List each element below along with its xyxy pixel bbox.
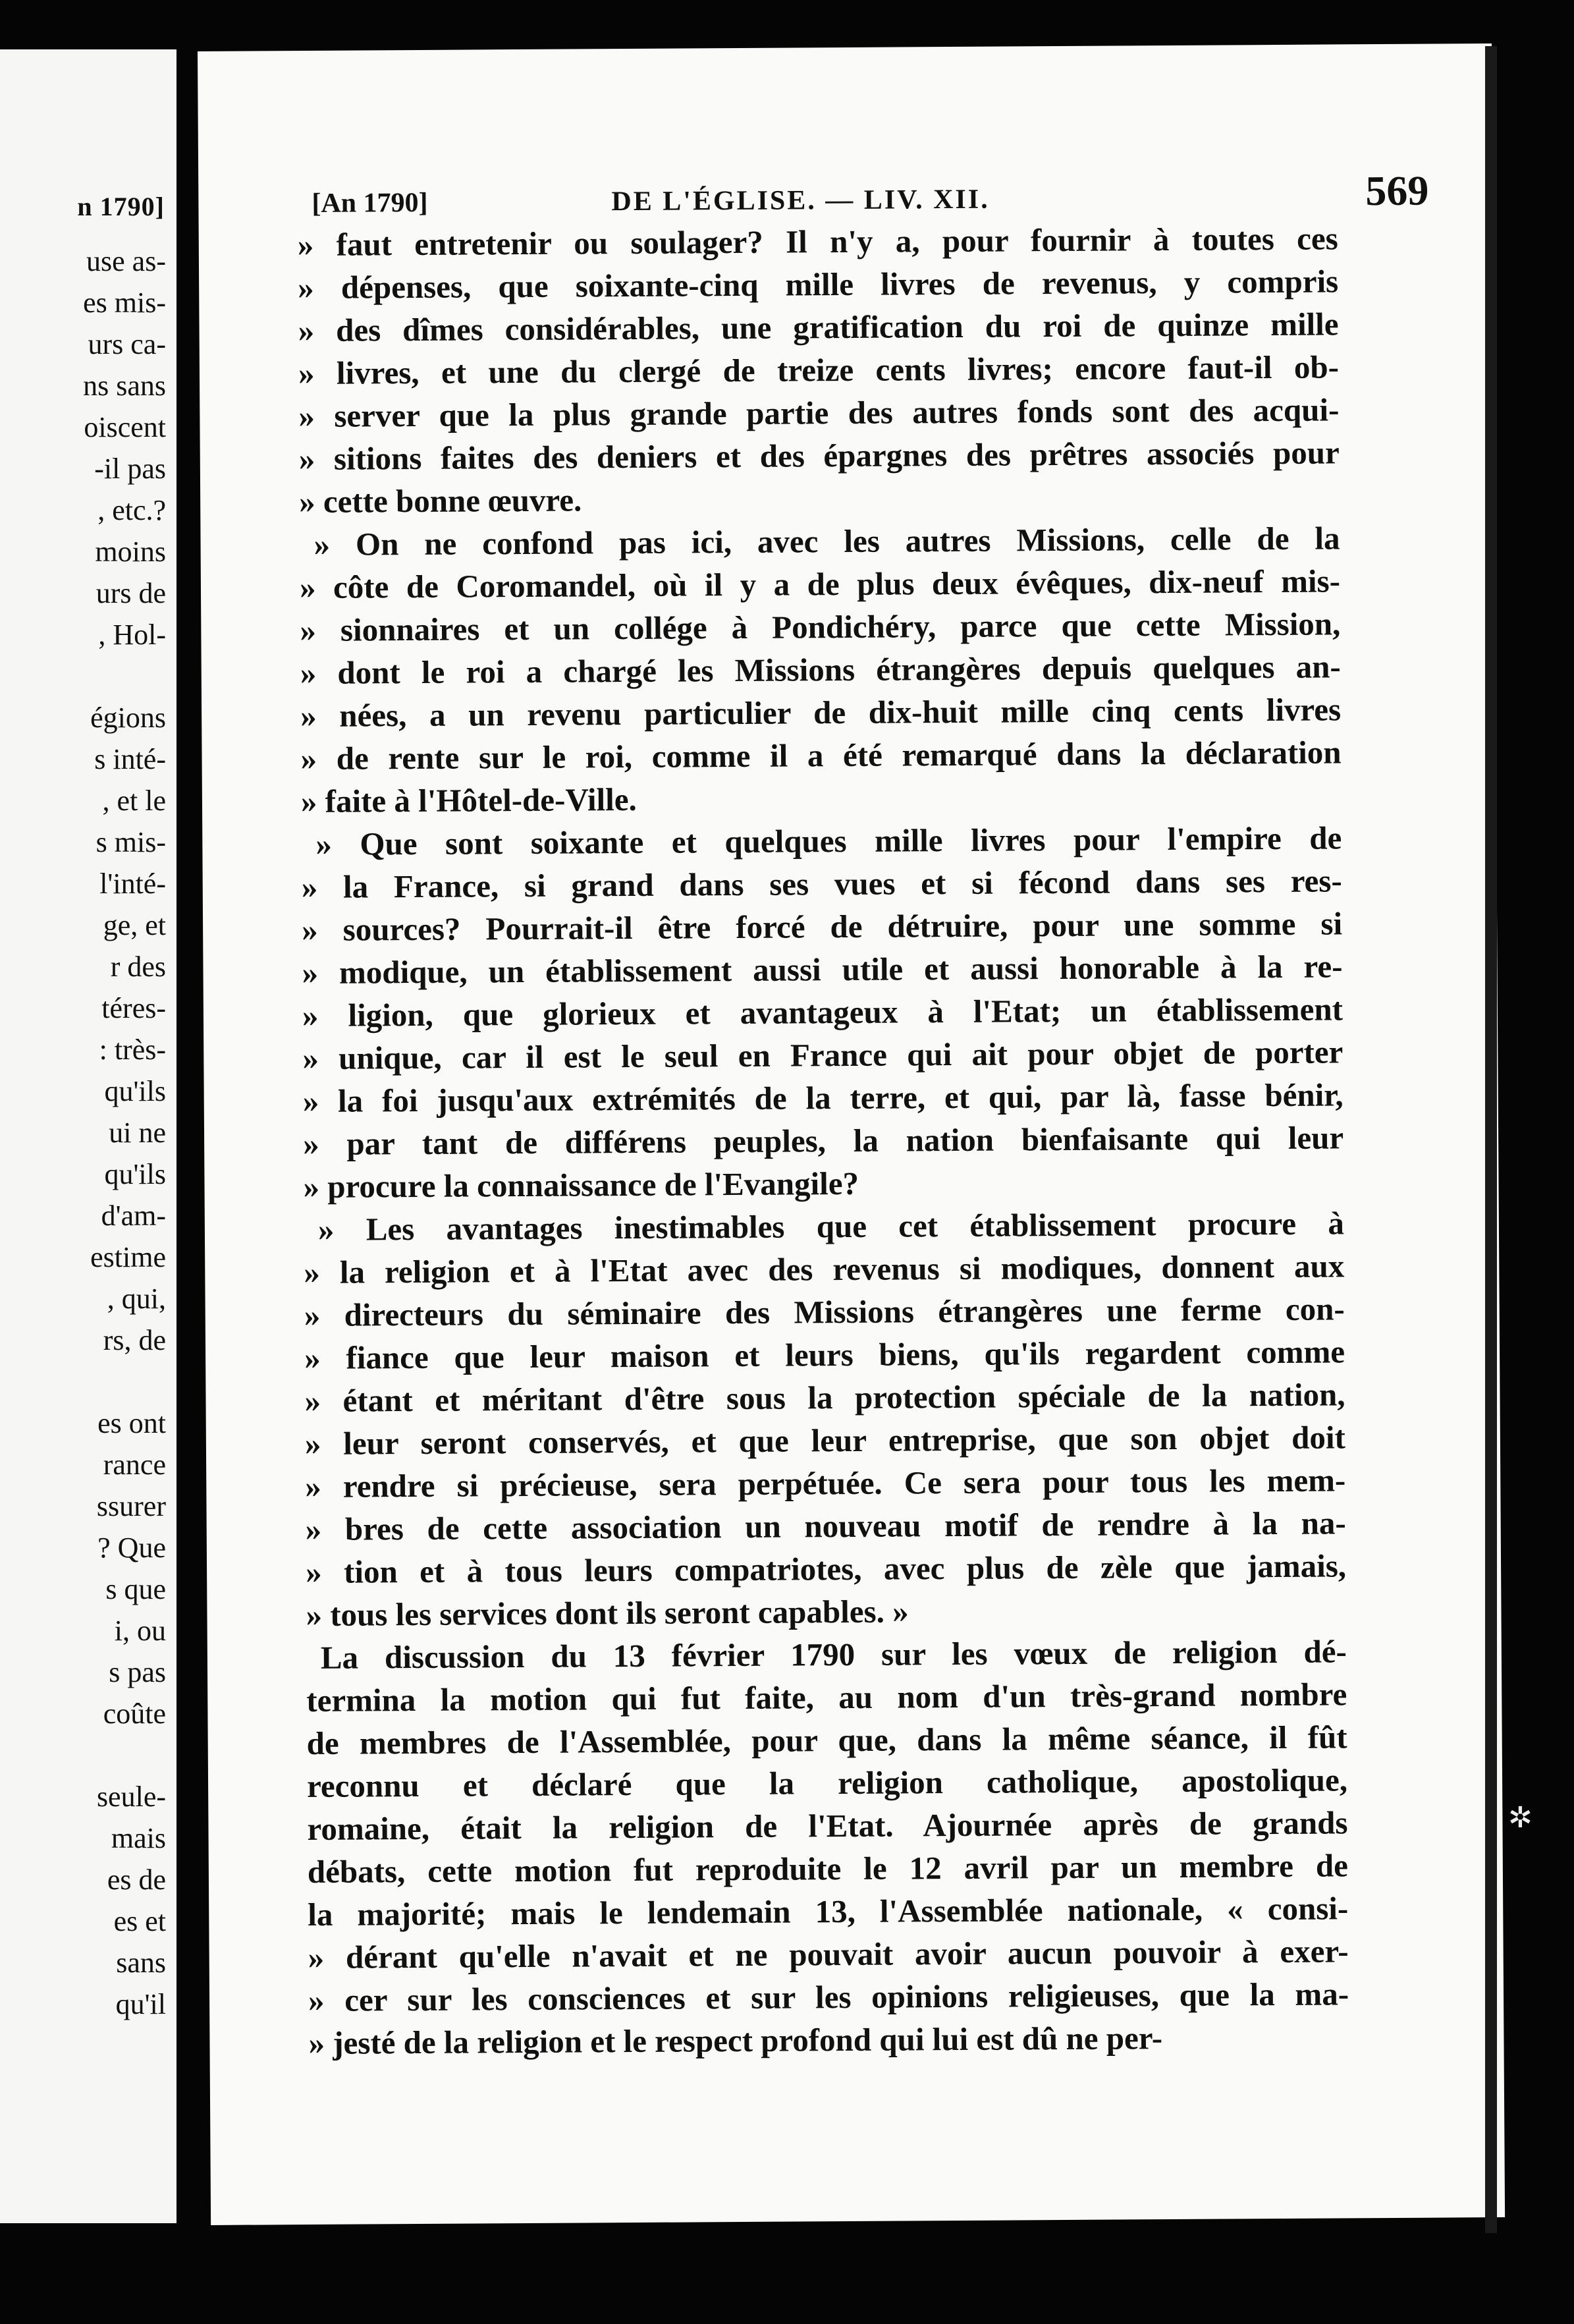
current-page xyxy=(198,43,1505,2225)
previous-page-line: , Hol- xyxy=(98,619,166,651)
text-line: » bres de cette association un nouveau motif de rendre à la na- xyxy=(305,1505,1346,1548)
text-line: » faite à l'Hôtel-de-Ville. xyxy=(300,781,637,820)
text-line: » jesté de la religion et le respect profond qui lui est dû ne per- xyxy=(308,2020,1163,2062)
previous-page-line xyxy=(1,1734,166,1776)
previous-page-line: use as- xyxy=(86,245,166,277)
previous-page-line: r des xyxy=(110,951,166,983)
text-line: » des dîmes considérables, une gratification du roi de quinze mille xyxy=(298,306,1339,349)
running-head-title: DE L'ÉGLISE. — LIV. XII. xyxy=(611,184,990,217)
text-line: » On ne confond pas ici, avec les autres Missions, celle de la xyxy=(313,520,1340,563)
previous-page-line: s mis- xyxy=(95,826,166,858)
previous-page-line: sans xyxy=(116,1947,166,1979)
text-line: » dont le roi a chargé les Missions étrangères depuis quelques an- xyxy=(300,648,1341,692)
text-line: romaine, était la religion de l'Etat. Ajournée après de grands xyxy=(307,1804,1348,1848)
previous-page-fragment xyxy=(0,49,176,2223)
previous-page-line: es de xyxy=(107,1864,166,1896)
previous-page-line: égions xyxy=(90,702,166,734)
text-line: » de rente sur le roi, comme il a été remarqué dans la déclaration xyxy=(300,734,1342,777)
previous-page-line: qu'ils xyxy=(104,1158,166,1190)
text-line: reconnu et déclaré que la religion catholique, apostolique, xyxy=(306,1761,1348,1805)
text-line: » procure la connaissance de l'Evangile? xyxy=(303,1165,859,1205)
previous-page-line: l'inté- xyxy=(99,868,166,900)
previous-page-line: ge, et xyxy=(103,909,166,941)
text-line: » faut entretenir ou soulager? Il n'y a, pour fournir à toutes ces xyxy=(297,220,1338,263)
previous-page-line: urs de xyxy=(95,577,166,609)
text-line: » la foi jusqu'aux extrémités de la terre, et qui, par là, fasse bénir, xyxy=(302,1076,1343,1120)
previous-page-line: oiscent xyxy=(84,411,166,443)
previous-page-line: d'am- xyxy=(101,1200,166,1232)
previous-page-line: rance xyxy=(103,1449,166,1481)
previous-page-line: moins xyxy=(95,536,166,568)
previous-page-line: s que xyxy=(105,1573,166,1605)
previous-page-line: s pas xyxy=(109,1656,166,1688)
previous-page-line: urs ca- xyxy=(88,328,166,360)
page-edge-shadow xyxy=(1485,46,1497,2233)
text-line: » leur seront conservés, et que leur entreprise, que son objet doit xyxy=(304,1419,1346,1462)
text-line: » dérant qu'elle n'avait et ne pouvait avoir aucun pouvoir à exer- xyxy=(308,1933,1349,1976)
previous-page-line: es ont xyxy=(97,1407,166,1439)
text-line: » modique, un établissement aussi utile et aussi honorable à la re- xyxy=(302,948,1343,991)
previous-page-line: , etc.? xyxy=(97,494,166,526)
text-line: » sources? Pourrait-il être forcé de détruire, pour une somme si xyxy=(301,905,1343,949)
text-line: » par tant de différens peuples, la nation bienfaisante qui leur xyxy=(302,1119,1344,1163)
text-line: » directeurs du séminaire des Missions étrangères une ferme con- xyxy=(304,1290,1345,1334)
text-line: » nées, a un revenu particulier de dix-huit mille cinq cents livres xyxy=(300,691,1342,734)
previous-page-line: ? Que xyxy=(97,1532,166,1564)
previous-page-line: -il pas xyxy=(94,453,166,485)
text-line: la majorité; mais le lendemain 13, l'Assemblée nationale, « consi- xyxy=(308,1890,1349,1933)
text-line: débats, cette motion fut reproduite le 12 avril par un membre de xyxy=(307,1847,1349,1891)
previous-page-line: s inté- xyxy=(94,743,166,775)
previous-page-line: i, ou xyxy=(114,1615,166,1647)
text-line: » livres, et une du clergé de treize cents livres; encore faut-il ob- xyxy=(298,348,1340,392)
text-line: » sitions faites des deniers et des épargnes des prêtres associés pour xyxy=(298,434,1340,478)
text-line: de membres de l'Assemblée, pour que, dans la même séance, il fût xyxy=(306,1719,1347,1762)
previous-page-line: téres- xyxy=(101,992,166,1024)
previous-page-line xyxy=(1,655,166,697)
previous-page-line: qu'ils xyxy=(104,1075,166,1107)
text-line: » la France, si grand dans ses vues et si fécond dans ses res- xyxy=(301,862,1342,906)
text-line: » ligion, que glorieux et avantageux à l'Etat; un établissement xyxy=(302,991,1343,1034)
page-number: 569 xyxy=(1365,167,1429,215)
previous-page-text xyxy=(1,240,166,2025)
text-line: » Que sont soixante et quelques mille livres pour l'empire de xyxy=(315,819,1342,862)
previous-page-line: ns sans xyxy=(83,370,166,402)
previous-page-line: seule- xyxy=(96,1781,166,1813)
text-line: » tion et à tous leurs compatriotes, avec plus de zèle que jamais, xyxy=(305,1547,1347,1591)
text-line: » sionnaires et un collége à Pondichéry, parce que cette Mission, xyxy=(300,605,1341,649)
text-line: » cer sur les consciences et sur les opinions religieuses, que la ma- xyxy=(308,1976,1349,2019)
previous-page-line: es et xyxy=(113,1905,166,1937)
text-line: » fiance que leur maison et leurs biens, qu'ils regardent comme xyxy=(304,1333,1345,1377)
previous-page-line: rs, de xyxy=(103,1324,166,1356)
running-head-year: [An 1790] xyxy=(312,187,428,219)
previous-page-line: qu'il xyxy=(115,1988,166,2020)
previous-page-line: coûte xyxy=(103,1698,166,1730)
previous-page-line: mais xyxy=(111,1822,166,1854)
previous-page-line: es mis- xyxy=(83,287,166,319)
text-line: » étant et méritant d'être sous la protection spéciale de la nation, xyxy=(304,1376,1345,1420)
text-line: » server que la plus grande partie des autres fonds sont des acqui- xyxy=(298,391,1340,435)
previous-page-line: , qui, xyxy=(107,1283,166,1315)
body-text xyxy=(298,217,1349,2064)
previous-page-line: estime xyxy=(90,1241,166,1273)
text-line: » unique, car il est le seul en France qui ait pour objet de porter xyxy=(302,1034,1343,1077)
text-line: » tous les services dont ils seront capables. » xyxy=(306,1593,909,1634)
text-line: » dépenses, que soixante-cinq mille livres de revenus, y compris xyxy=(298,263,1339,306)
text-line: La discussion du 13 février 1790 sur les vœux de religion dé- xyxy=(320,1633,1347,1676)
previous-page-running-head: n 1790] xyxy=(77,192,165,221)
text-line: » Les avantages inestimables que cet établissement procure à xyxy=(317,1205,1345,1248)
text-line: » côte de Coromandel, où il y a de plus deux évêques, dix-neuf mis- xyxy=(299,563,1341,606)
text-line: termina la motion qui fut faite, au nom d'un très-grand nombre xyxy=(306,1676,1347,1719)
text-line: » rendre si précieuse, sera perpétuée. Ce sera pour tous les mem- xyxy=(305,1462,1346,1505)
previous-page-line: : très- xyxy=(99,1034,166,1066)
previous-page-line xyxy=(1,1361,166,1402)
text-line: » cette bonne œuvre. xyxy=(299,482,582,520)
text-line: » la religion et à l'Etat avec des revenus si modiques, donnent aux xyxy=(304,1248,1345,1291)
previous-page-line: ui ne xyxy=(109,1117,166,1149)
scan-artifact-icon: ✲ xyxy=(1508,1802,1533,1834)
previous-page-line: ssurer xyxy=(96,1490,166,1522)
previous-page-line: , et le xyxy=(102,785,166,817)
